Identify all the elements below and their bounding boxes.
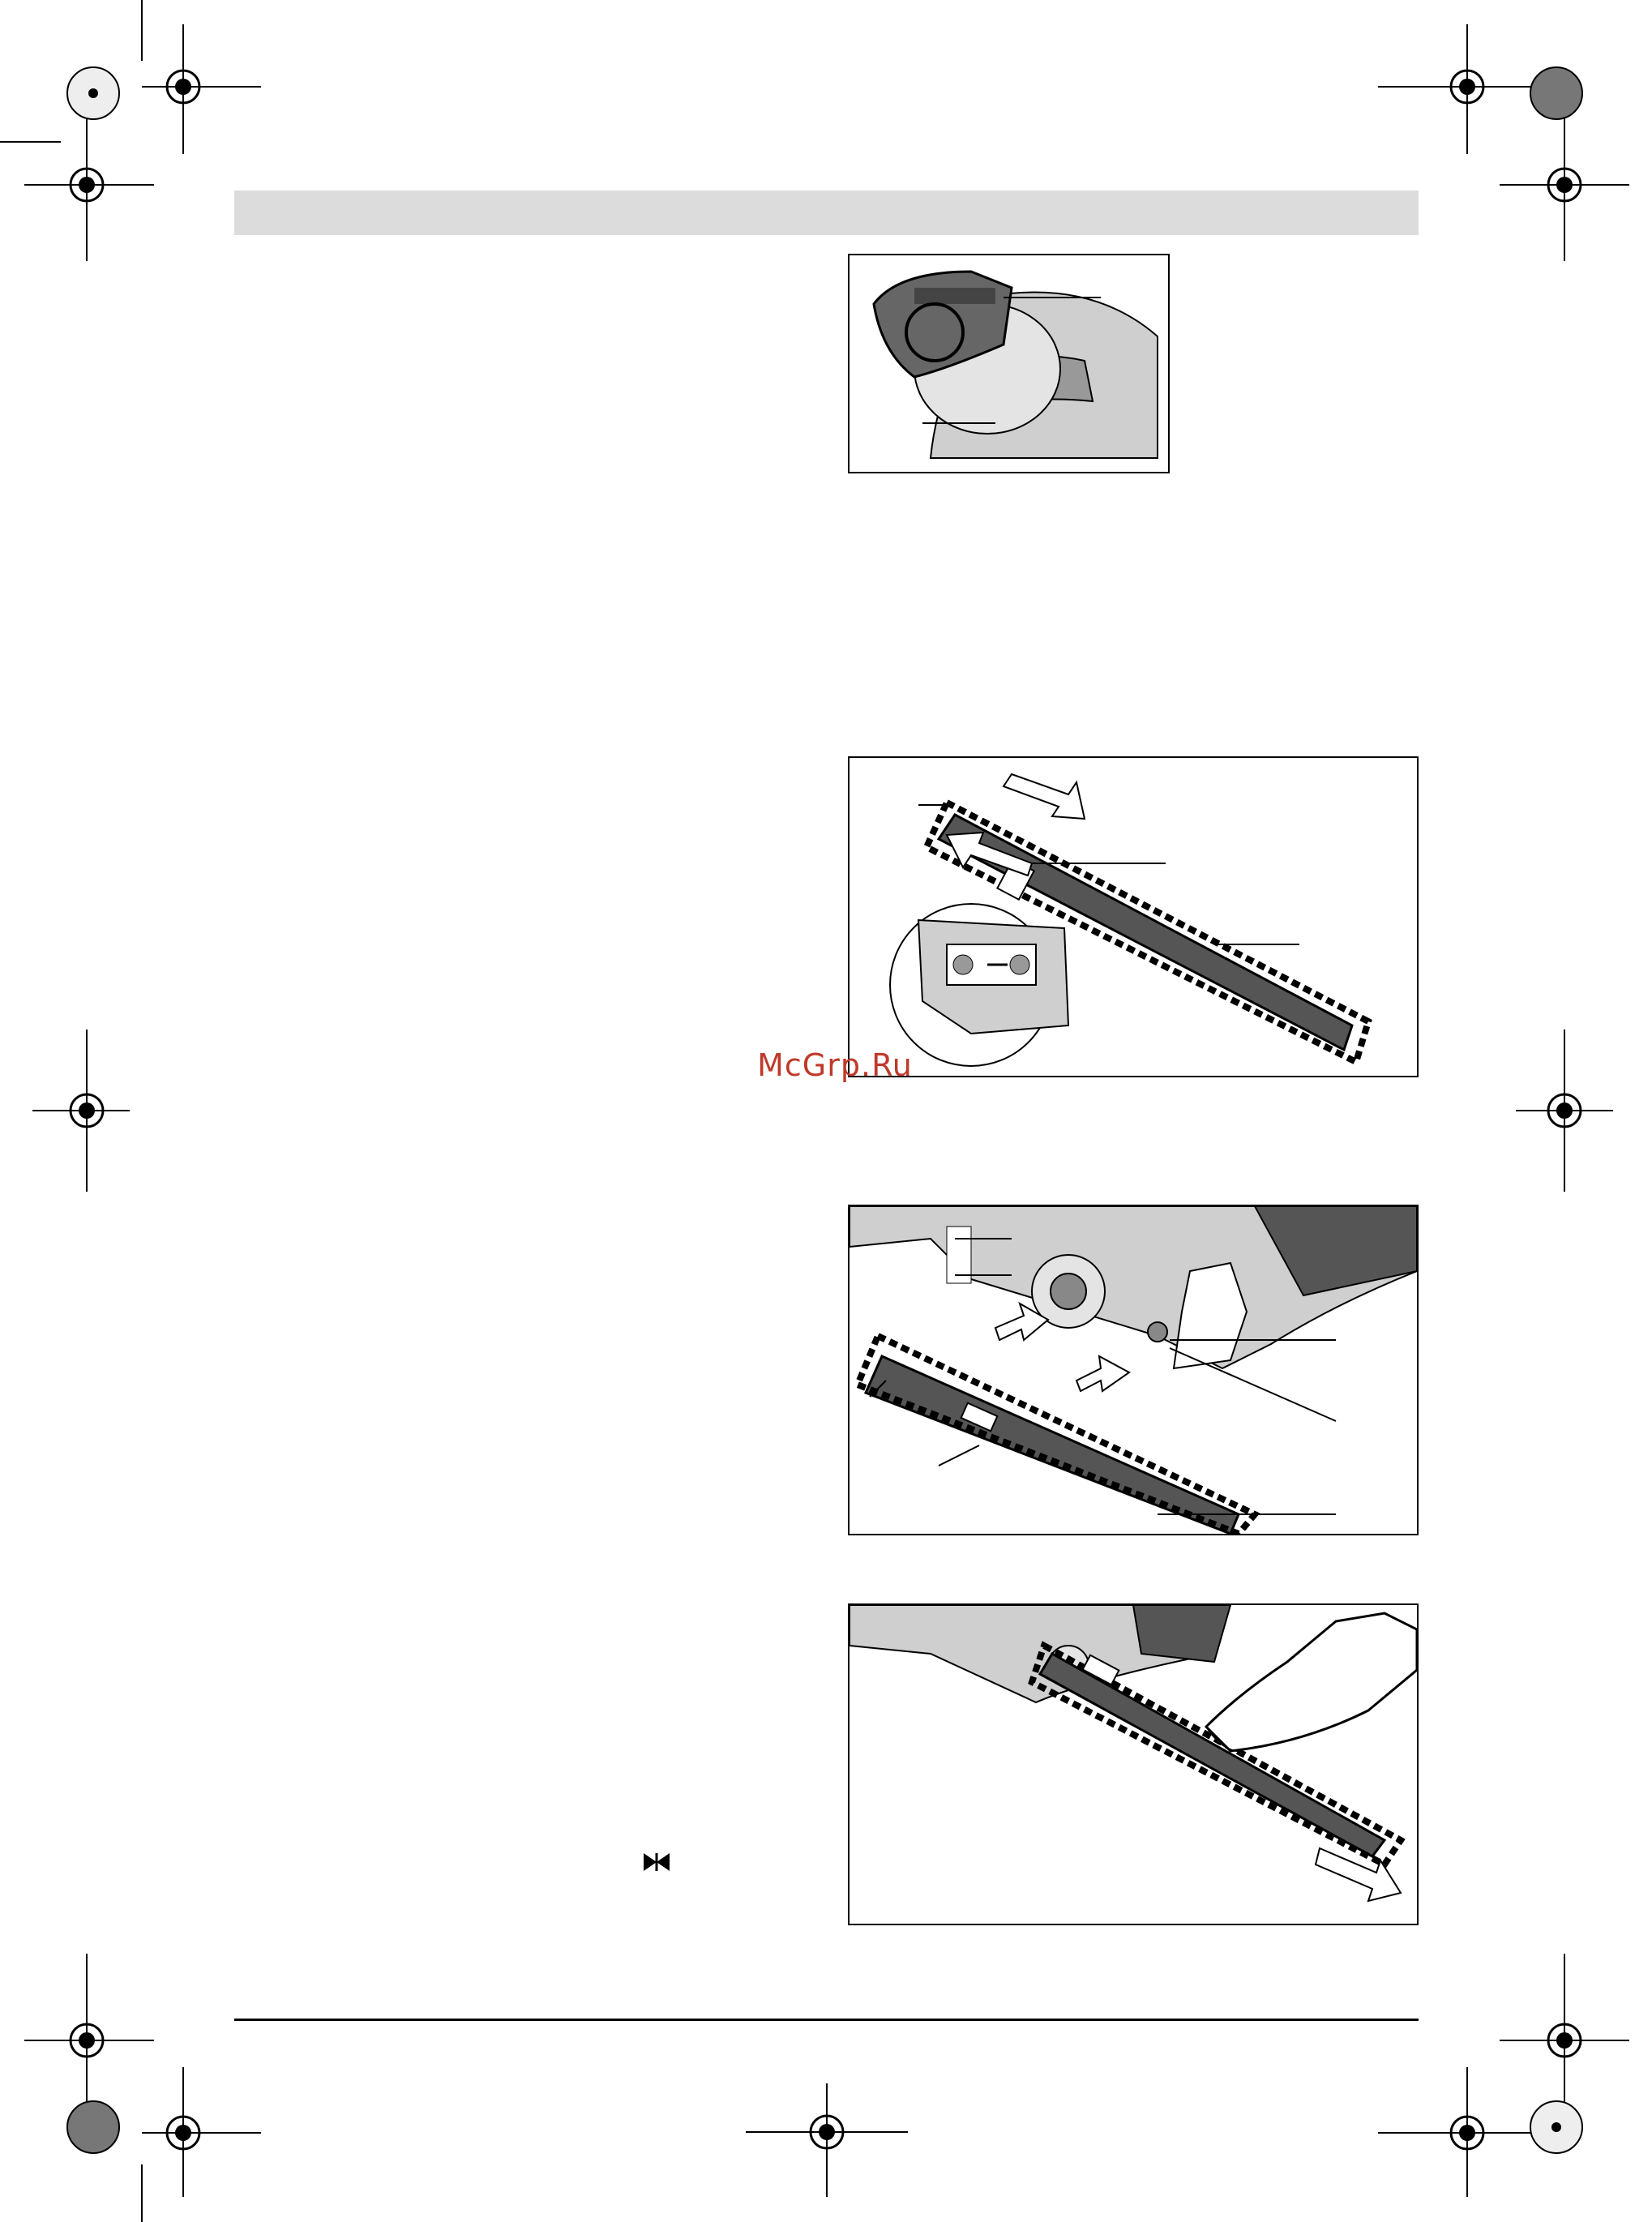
watermark-text: McGrp.Ru xyxy=(757,1047,913,1083)
figure-chain-tension xyxy=(848,1603,1419,1925)
figure-bar-mount xyxy=(848,1205,1419,1535)
registration-mark-bottom-left xyxy=(0,1954,276,2222)
registration-mark-mid-left xyxy=(32,1030,130,1192)
registration-mark-bottom-right xyxy=(1378,1954,1652,2222)
registration-mark-bottom-center xyxy=(746,2083,908,2222)
header-band xyxy=(234,191,1419,235)
figure-chain-on-bar xyxy=(848,756,1419,1077)
bowtie-icon xyxy=(640,1850,673,1874)
registration-mark-mid-right xyxy=(1516,1030,1613,1192)
footer-rule xyxy=(234,2019,1419,2021)
registration-mark-top-right-cross xyxy=(1378,0,1652,276)
figure-oil-cap xyxy=(848,254,1170,473)
